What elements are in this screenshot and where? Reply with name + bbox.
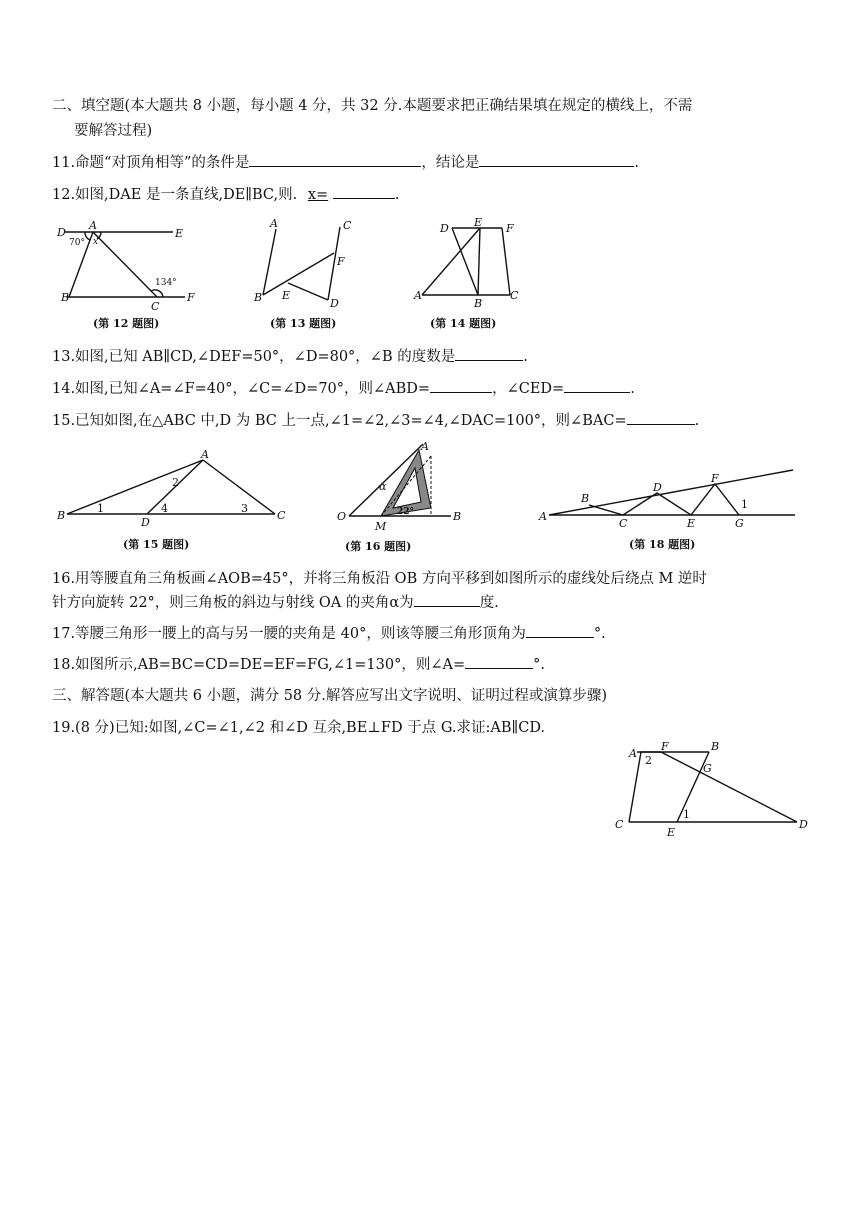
f15-label-B: B bbox=[57, 509, 66, 522]
f13-label-B: B bbox=[254, 291, 263, 304]
q15-text-a: 15.已知如图,在△ABC 中,D 为 BC 上一点,∠1=∠2,∠3=∠4,∠DAC=100°，则∠BAC= bbox=[52, 413, 627, 429]
f12-label-F: F bbox=[187, 291, 195, 304]
f18-label-B: B bbox=[581, 492, 590, 505]
f14-label-B: B bbox=[474, 297, 483, 310]
f16-label-O: O bbox=[337, 510, 347, 523]
question-12 bbox=[52, 183, 399, 204]
f15-num-2: 2 bbox=[172, 476, 179, 489]
f19-label-C: C bbox=[615, 818, 624, 831]
q17-text-c: °. bbox=[593, 626, 606, 642]
f12-angle-134: 134° bbox=[155, 278, 177, 288]
q17-blank[interactable] bbox=[526, 623, 594, 638]
f18-label-G: G bbox=[735, 517, 744, 530]
q11-blank-condition[interactable] bbox=[249, 152, 421, 167]
section-3-heading: 三、解答题(本大题共 6 小题，满分 58 分.解答应写出文字说明、证明过程或演算步骤) bbox=[52, 688, 608, 704]
q13-text-c: . bbox=[523, 349, 528, 365]
q11-text-a: 11.命题“对顶角相等”的条件是 bbox=[52, 155, 250, 171]
f19-label-D: D bbox=[799, 818, 808, 831]
q14-text-c: . bbox=[630, 381, 635, 397]
f19-num-2: 2 bbox=[645, 754, 652, 767]
f19-label-G: G bbox=[703, 762, 712, 775]
q12-x-label: x= bbox=[307, 187, 329, 203]
f15-num-4: 4 bbox=[161, 502, 168, 515]
f14-label-D: D bbox=[440, 222, 449, 235]
q14-text-a: 14.如图,已知∠A=∠F=40°，∠C=∠D=70°，则∠ABD= bbox=[52, 381, 431, 397]
f18-num-1: 1 bbox=[741, 498, 748, 511]
section-2-heading: 二、填空题(本大题共 8 小题，每小题 4 分，共 32 分.本题要求把正确结果填在规定的横线上，不需 bbox=[52, 98, 693, 114]
question-16-cont bbox=[52, 591, 499, 612]
f12-label-B: B bbox=[61, 291, 70, 304]
f12-label-A: A bbox=[89, 219, 97, 232]
q15-text-c: . bbox=[694, 413, 700, 429]
q13-text-a: 13.如图,已知 AB∥CD,∠DEF=50°，∠D=80°，∠B 的度数是 bbox=[52, 349, 456, 365]
figure-13 bbox=[250, 215, 370, 335]
f15-num-1: 1 bbox=[97, 502, 104, 515]
question-11 bbox=[52, 151, 639, 172]
q11-text-b: ，结论是 bbox=[421, 155, 480, 171]
f13-label-A: A bbox=[270, 217, 278, 230]
q16-blank[interactable] bbox=[414, 592, 480, 607]
q17-text-a: 17.等腰三角形一腰上的高与另一腰的夹角是 40°，则该等腰三角形顶角为 bbox=[52, 626, 526, 642]
f16-caption: (第 16 题图) bbox=[345, 540, 412, 553]
f19-num-1: 1 bbox=[683, 808, 690, 821]
q16-text-c: 度. bbox=[479, 595, 499, 611]
f13-label-E: E bbox=[282, 289, 291, 302]
f12-label-E: E bbox=[175, 227, 184, 240]
f18-label-E: E bbox=[687, 517, 696, 530]
f12-angle-x: x bbox=[93, 237, 99, 247]
f16-label-B: B bbox=[453, 510, 462, 523]
figure-19 bbox=[605, 740, 815, 840]
f14-label-C: C bbox=[510, 289, 519, 302]
figure-16 bbox=[335, 438, 465, 556]
f15-label-C: C bbox=[277, 509, 286, 522]
figure-14 bbox=[410, 215, 540, 335]
question-14 bbox=[52, 377, 635, 398]
f18-label-D: D bbox=[653, 481, 662, 494]
f15-caption: (第 15 题图) bbox=[123, 538, 190, 551]
q12-text-a: 12.如图,DAE 是一条直线,DE∥BC,则. bbox=[52, 187, 298, 203]
question-17 bbox=[52, 622, 606, 643]
f13-label-D: D bbox=[330, 297, 339, 310]
q14-blank-abd[interactable] bbox=[430, 378, 492, 393]
question-13 bbox=[52, 345, 528, 366]
q16-text-b: 针方向旋转 22°，则三角板的斜边与射线 OA 的夹角α为 bbox=[52, 595, 414, 611]
question-19: 19.(8 分)已知:如图,∠C=∠1,∠2 和∠D 互余,BE⊥FD 于点 G.求证:AB∥CD. bbox=[52, 720, 546, 736]
q14-text-b: ，∠CED= bbox=[492, 381, 565, 397]
f19-label-E: E bbox=[667, 826, 676, 839]
q18-text-a: 18.如图所示,AB=BC=CD=DE=EF=FG,∠1=130°，则∠A= bbox=[52, 657, 466, 673]
f14-label-A: A bbox=[414, 289, 422, 302]
f14-label-F: F bbox=[506, 222, 514, 235]
f19-label-F: F bbox=[661, 740, 669, 753]
f18-label-F: F bbox=[711, 472, 719, 485]
f12-label-C: C bbox=[151, 300, 160, 313]
q11-text-c: . bbox=[634, 155, 639, 171]
q14-blank-ced[interactable] bbox=[564, 378, 630, 393]
figure-15 bbox=[55, 448, 285, 558]
f12-caption: (第 12 题图) bbox=[93, 317, 160, 330]
f18-label-A: A bbox=[539, 510, 547, 523]
question-15 bbox=[52, 409, 699, 430]
q13-blank[interactable] bbox=[455, 346, 523, 361]
f13-caption: (第 13 题图) bbox=[270, 317, 337, 330]
f12-label-D: D bbox=[57, 226, 66, 239]
figure-12 bbox=[55, 215, 205, 335]
q18-blank[interactable] bbox=[465, 654, 533, 669]
f13-label-F: F bbox=[337, 255, 345, 268]
f18-label-C: C bbox=[619, 517, 628, 530]
f15-label-D: D bbox=[141, 516, 150, 529]
q11-blank-conclusion[interactable] bbox=[479, 152, 634, 167]
q12-text-c: . bbox=[394, 187, 400, 203]
q15-blank[interactable] bbox=[627, 410, 695, 425]
f19-label-A: A bbox=[629, 747, 637, 760]
f12-angle-70: 70° bbox=[69, 238, 85, 248]
f15-label-A: A bbox=[201, 448, 209, 461]
q18-text-c: °. bbox=[533, 657, 545, 673]
f14-label-E: E bbox=[474, 216, 483, 229]
question-18 bbox=[52, 653, 545, 674]
f16-alpha: α bbox=[379, 480, 387, 493]
q12-blank[interactable] bbox=[333, 184, 395, 199]
figure-18 bbox=[535, 462, 805, 558]
f13-label-C: C bbox=[343, 219, 352, 232]
f18-caption: (第 18 题图) bbox=[629, 538, 696, 551]
section-2-heading-cont: 要解答过程) bbox=[74, 123, 153, 139]
f16-label-M: M bbox=[375, 520, 387, 533]
question-16: 16.用等腰直角三角板画∠AOB=45°，并将三角板沿 OB 方向平移到如图所示的虚线处后绕点 M 逆时 bbox=[52, 571, 707, 587]
f19-label-B: B bbox=[711, 740, 720, 753]
f16-angle-22: 22° bbox=[397, 507, 415, 517]
f15-num-3: 3 bbox=[241, 502, 248, 515]
f14-caption: (第 14 题图) bbox=[430, 317, 497, 330]
f16-label-A: A bbox=[421, 440, 429, 453]
